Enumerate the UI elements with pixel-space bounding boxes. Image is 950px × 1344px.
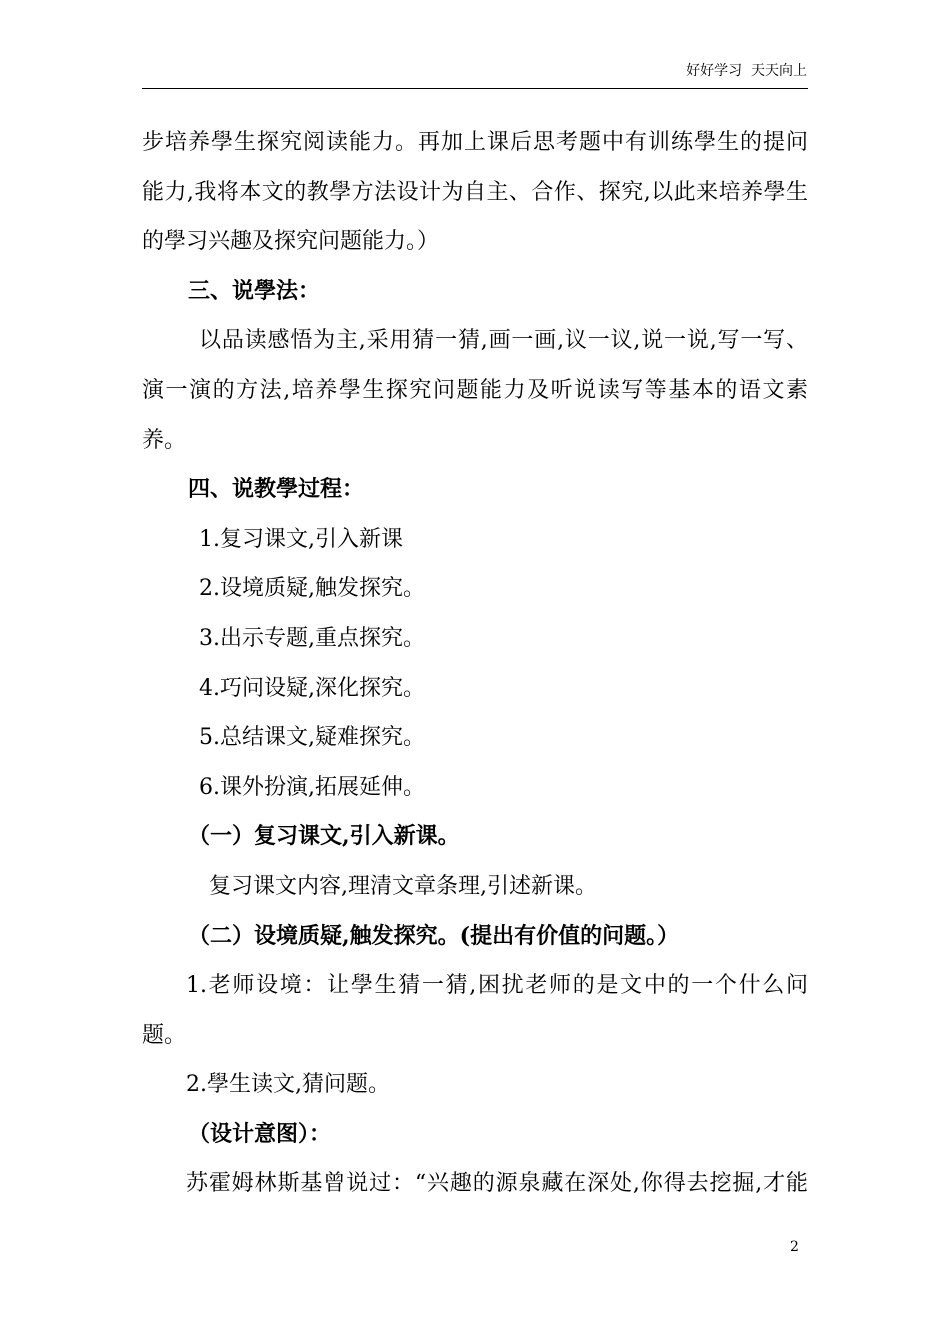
body-line: 题。 — [142, 1022, 187, 1048]
section-heading: 三、说學法： — [188, 277, 321, 304]
list-item: 6.课外扮演,拓展延伸。 — [199, 774, 425, 800]
body-line: 养。 — [142, 427, 187, 453]
list-item: 3.出示专题,重点探究。 — [199, 625, 425, 651]
subsection-heading: （一）复习课文,引入新课。 — [188, 823, 460, 850]
body-line: 以品读感悟为主,采用猜一猜,画一画,议一议,说一说,写一写、 — [199, 328, 808, 354]
section-heading: 四、说教學过程： — [188, 476, 365, 503]
page-number: 2 — [790, 1239, 799, 1255]
body-line: 步培养學生探究阅读能力。再加上课后思考题中有训练學生的提问 — [142, 130, 808, 155]
list-item: 2.设境质疑,触发探究。 — [199, 576, 425, 602]
list-item: 5.总结课文,疑难探究。 — [199, 725, 425, 751]
body-line: 能力,我将本文的教學方法设计为自主、合作、探究,以此来培养學生 — [142, 179, 808, 205]
subsection-heading: （设计意图）： — [188, 1120, 332, 1147]
body-line: 苏霍姆林斯基曾说过：“兴趣的源泉藏在深处,你得去挖掘,才能 — [186, 1171, 808, 1197]
body-line: 的學习兴趣及探究问题能力。） — [142, 229, 440, 255]
page-header-text: 好好学习 天天向上 — [686, 63, 807, 79]
list-item: 4.巧问设疑,深化探究。 — [199, 675, 425, 701]
body-line: 1.老师设境：让學生猜一猜,困扰老师的是文中的一个什么问 — [186, 973, 808, 999]
body-line: 演一演的方法,培养學生探究问题能力及听说读写等基本的语文素 — [142, 377, 808, 403]
body-line: 复习课文内容,理清文章条理,引述新课。 — [209, 873, 597, 899]
subsection-heading: （二）设境质疑,触发探究。(提出有价值的问题。） — [188, 922, 680, 949]
document-body — [142, 118, 808, 1209]
list-item: 1.复习课文,引入新课 — [199, 526, 403, 552]
body-line: 2.學生读文,猜问题。 — [186, 1072, 390, 1098]
header-divider — [142, 88, 808, 89]
